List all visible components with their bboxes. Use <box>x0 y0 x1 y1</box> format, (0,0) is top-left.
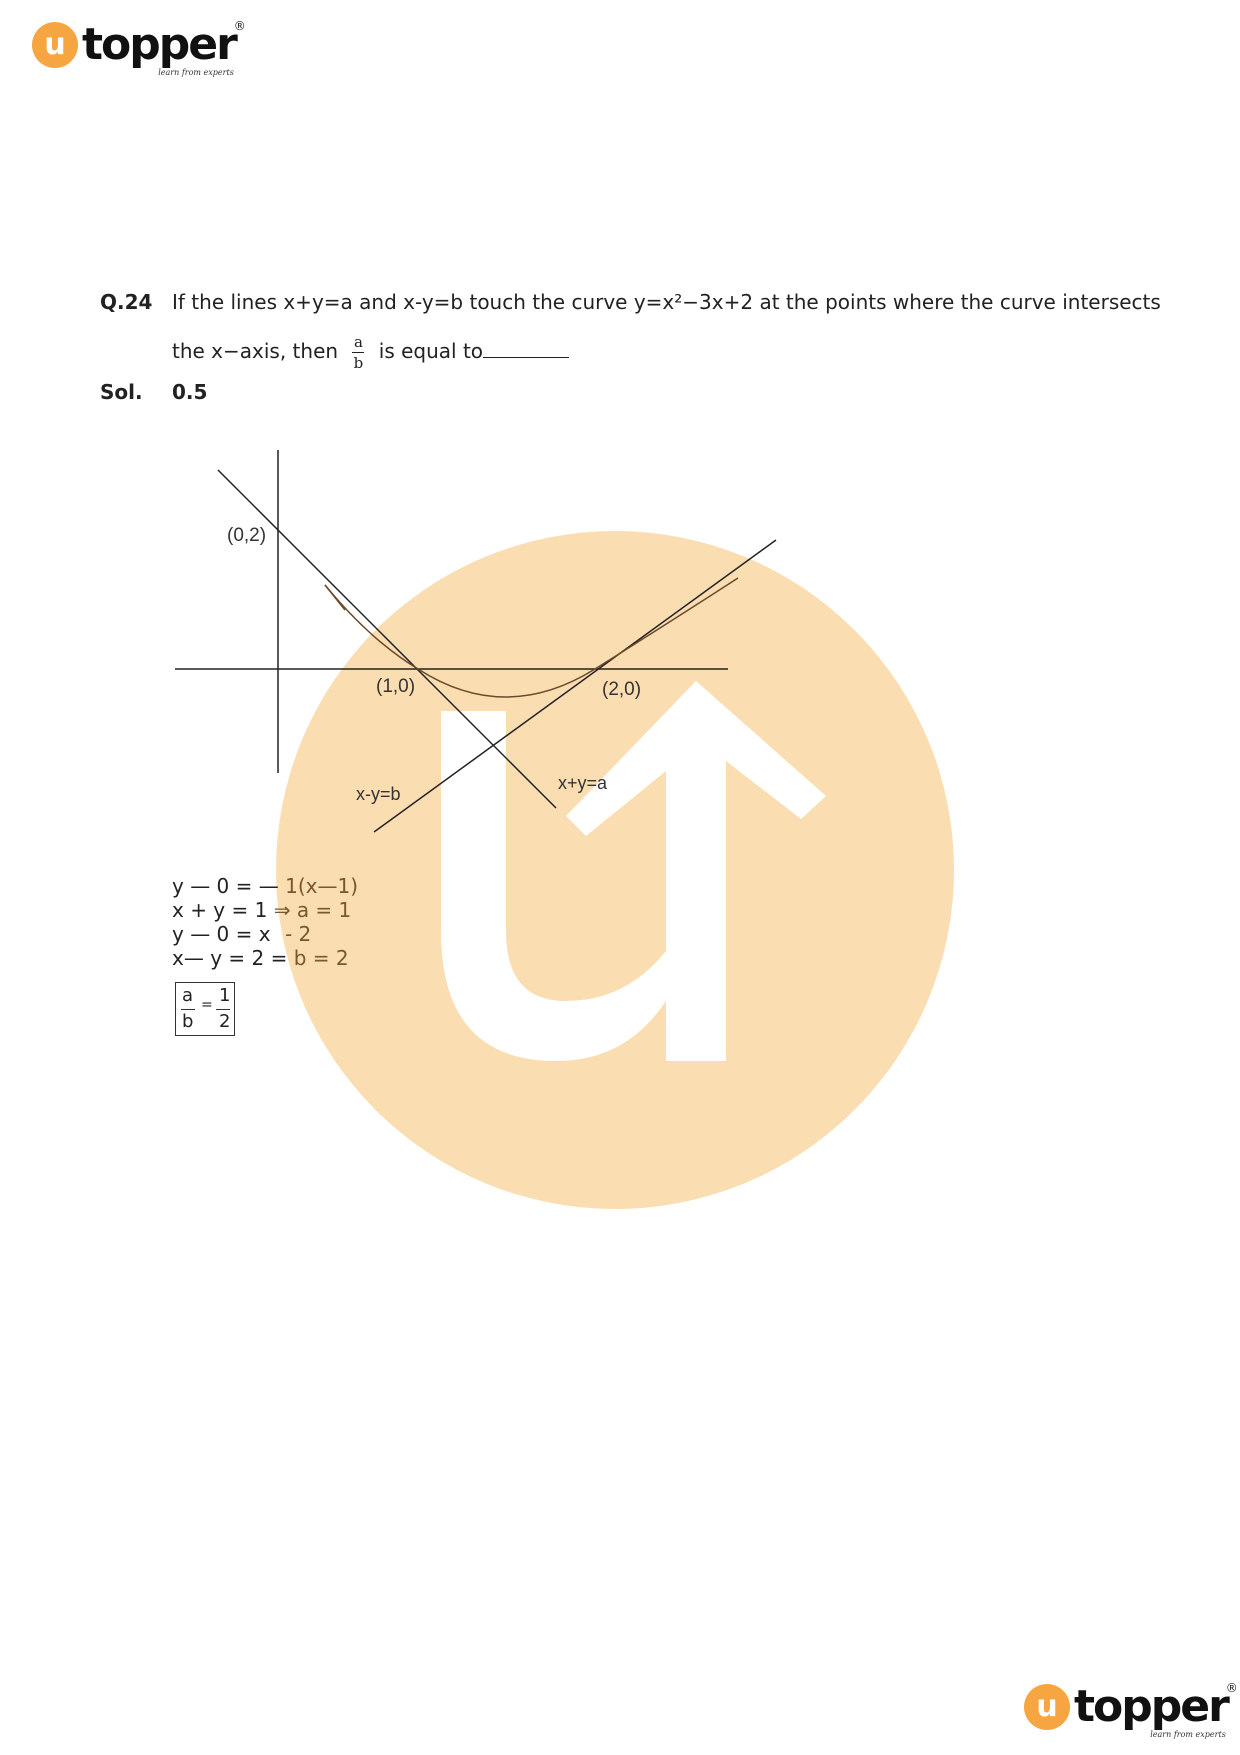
question-line-1: If the lines x+y=a and x-y=b touch the curve y=x²−3x+2 at the points where the curve intersects <box>172 290 1161 314</box>
logo-u-icon-bottom: u <box>1024 1684 1070 1730</box>
parabola-curve-left-edge <box>325 585 345 610</box>
label-point-2-0: (2,0) <box>602 679 642 700</box>
logo-u-icon: u <box>32 22 78 68</box>
label-point-0-2: (0,2) <box>227 525 267 546</box>
solution-answer: 0.5 <box>172 380 208 404</box>
logo-registered: ® <box>233 19 246 33</box>
question-number: Q.24 <box>100 290 153 314</box>
logo-wordmark-bottom: topper <box>1074 1681 1228 1732</box>
label-line-x-plus-y: x+y=a <box>558 773 608 793</box>
working-line-4: x— y = 2 = b = 2 <box>172 946 349 970</box>
solution-label: Sol. <box>100 380 143 404</box>
logo-registered-bottom: ® <box>1225 1681 1238 1695</box>
working-steps <box>172 874 358 970</box>
question-line-2-end: is equal to <box>378 339 484 363</box>
question-line-2-start: the x−axis, then <box>172 339 339 363</box>
working-line-1: y — 0 = — 1(x—1) <box>172 874 358 898</box>
boxed-answer: a b = 1 2 <box>175 982 235 1036</box>
tangent-line-x-plus-y <box>218 470 556 808</box>
working-line-2: x + y = 1 ⇒ a = 1 <box>172 898 352 922</box>
label-point-1-0: (1,0) <box>376 676 416 697</box>
logo-wordmark: topper <box>82 19 236 70</box>
fraction-a-over-b: $\frac{a}{b}$ <box>353 333 364 372</box>
working-line-3: y — 0 = x - 2 <box>172 922 312 946</box>
bottom-logo <box>1024 1681 1238 1739</box>
logo-tagline-bottom: learn from experts <box>1150 1730 1226 1739</box>
label-line-x-minus-y: x-y=b <box>356 784 401 804</box>
logo-tagline: learn from experts <box>158 68 234 77</box>
